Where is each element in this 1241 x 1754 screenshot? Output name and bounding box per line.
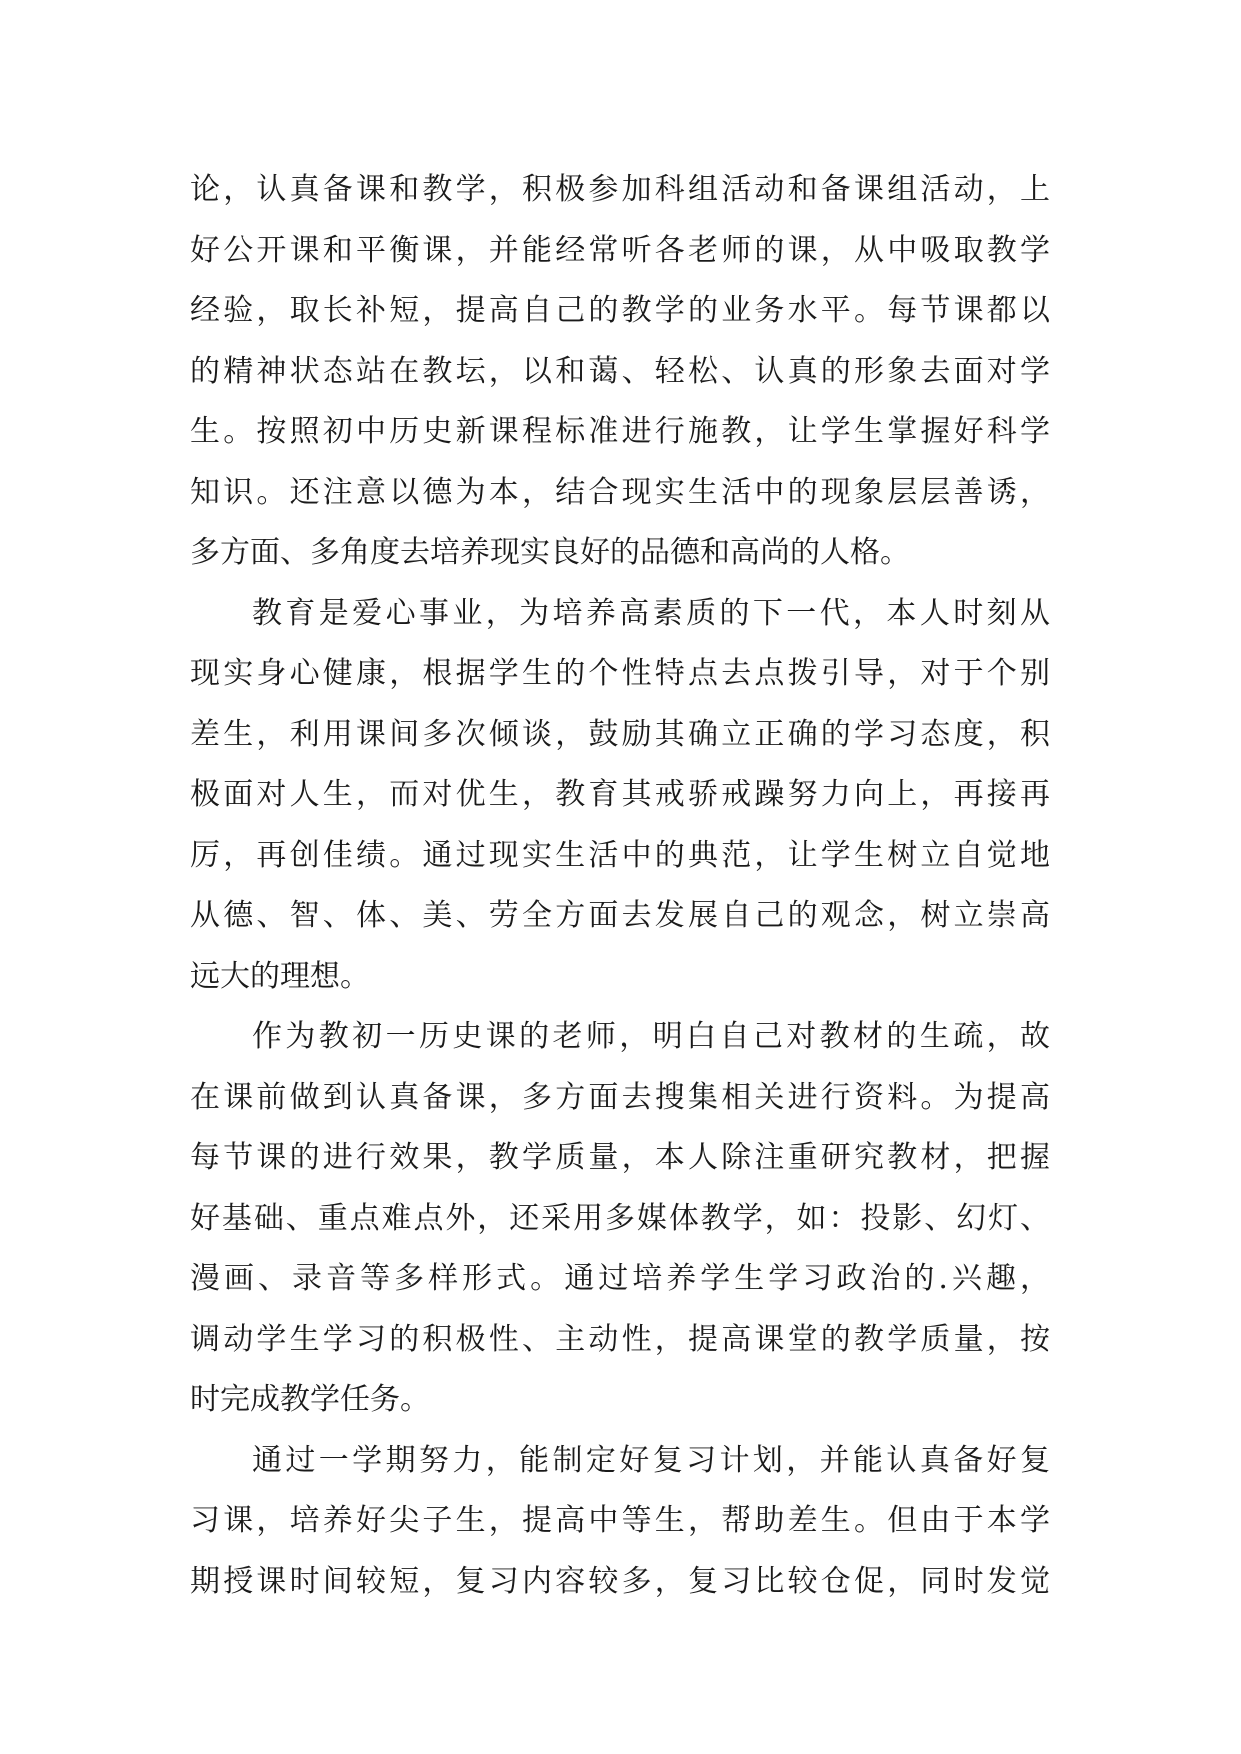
text-line: 期授课时间较短，复习内容较多，复习比较仓促，同时发觉: [190, 1563, 1050, 1599]
text-line: 通过一学期努力，能制定好复习计划，并能认真备好复: [252, 1442, 1050, 1478]
text-line: 习课，培养好尖子生，提高中等生，帮助差生。但由于本学: [190, 1503, 1050, 1538]
text-line: 教育是爱心事业，为培养高素质的下一代，本人时刻从: [252, 595, 1050, 631]
text-line: 每节课的进行效果，教学质量，本人除注重研究教材，把握: [190, 1140, 1050, 1175]
text-line: 从德、智、体、美、劳全方面去发展自己的观念，树立崇高: [190, 898, 1050, 933]
paragraph-4: [190, 1431, 1050, 1613]
text-line: 的精神状态站在教坛，以和蔼、轻松、认真的形象去面对学: [190, 353, 1050, 389]
text-line: 远大的理想。: [190, 958, 370, 994]
paragraph-1: [190, 160, 1050, 584]
text-line: 极面对人生，而对优生，教育其戒骄戒躁努力向上，再接再: [190, 777, 1050, 812]
text-line: 论，认真备课和教学，积极参加科组活动和备课组活动，上: [190, 172, 1050, 207]
text-line: 多方面、多角度去培养现实良好的品德和高尚的人格。: [190, 535, 910, 570]
text-line: 好基础、重点难点外，还采用多媒体教学，如：投影、幻灯、: [190, 1200, 1050, 1236]
text-line: 生。按照初中历史新课程标准进行施教，让学生掌握好科学: [190, 414, 1050, 449]
paragraph-3: [190, 1007, 1050, 1431]
paragraph-2: [190, 584, 1050, 1008]
text-line: 知识。还注意以德为本，结合现实生活中的现象层层善诱，: [190, 474, 1050, 510]
text-line: 经验，取长补短，提高自己的教学的业务水平。每节课都以: [190, 293, 1050, 328]
text-line: 在课前做到认真备课，多方面去搜集相关进行资料。为提高: [190, 1079, 1050, 1115]
text-line: 作为教初一历史课的老师，明白自己对教材的生疏，故: [252, 1019, 1050, 1054]
text-line: 时完成教学任务。: [190, 1382, 430, 1417]
text-line: 调动学生学习的积极性、主动性，提高课堂的教学质量，按: [190, 1321, 1050, 1357]
text-line: 差生，利用课间多次倾谈，鼓励其确立正确的学习态度，积: [190, 716, 1050, 752]
text-line: 厉，再创佳绩。通过现实生活中的典范，让学生树立自觉地: [190, 837, 1050, 873]
text-line: 好公开课和平衡课，并能经常听各老师的课，从中吸取教学: [190, 232, 1050, 268]
text-line: 漫画、录音等多样形式。通过培养学生学习政治的.兴趣，: [190, 1261, 1050, 1296]
document-body: [190, 160, 1050, 1612]
text-line: 现实身心健康，根据学生的个性特点去点拨引导，对于个别: [190, 656, 1050, 691]
